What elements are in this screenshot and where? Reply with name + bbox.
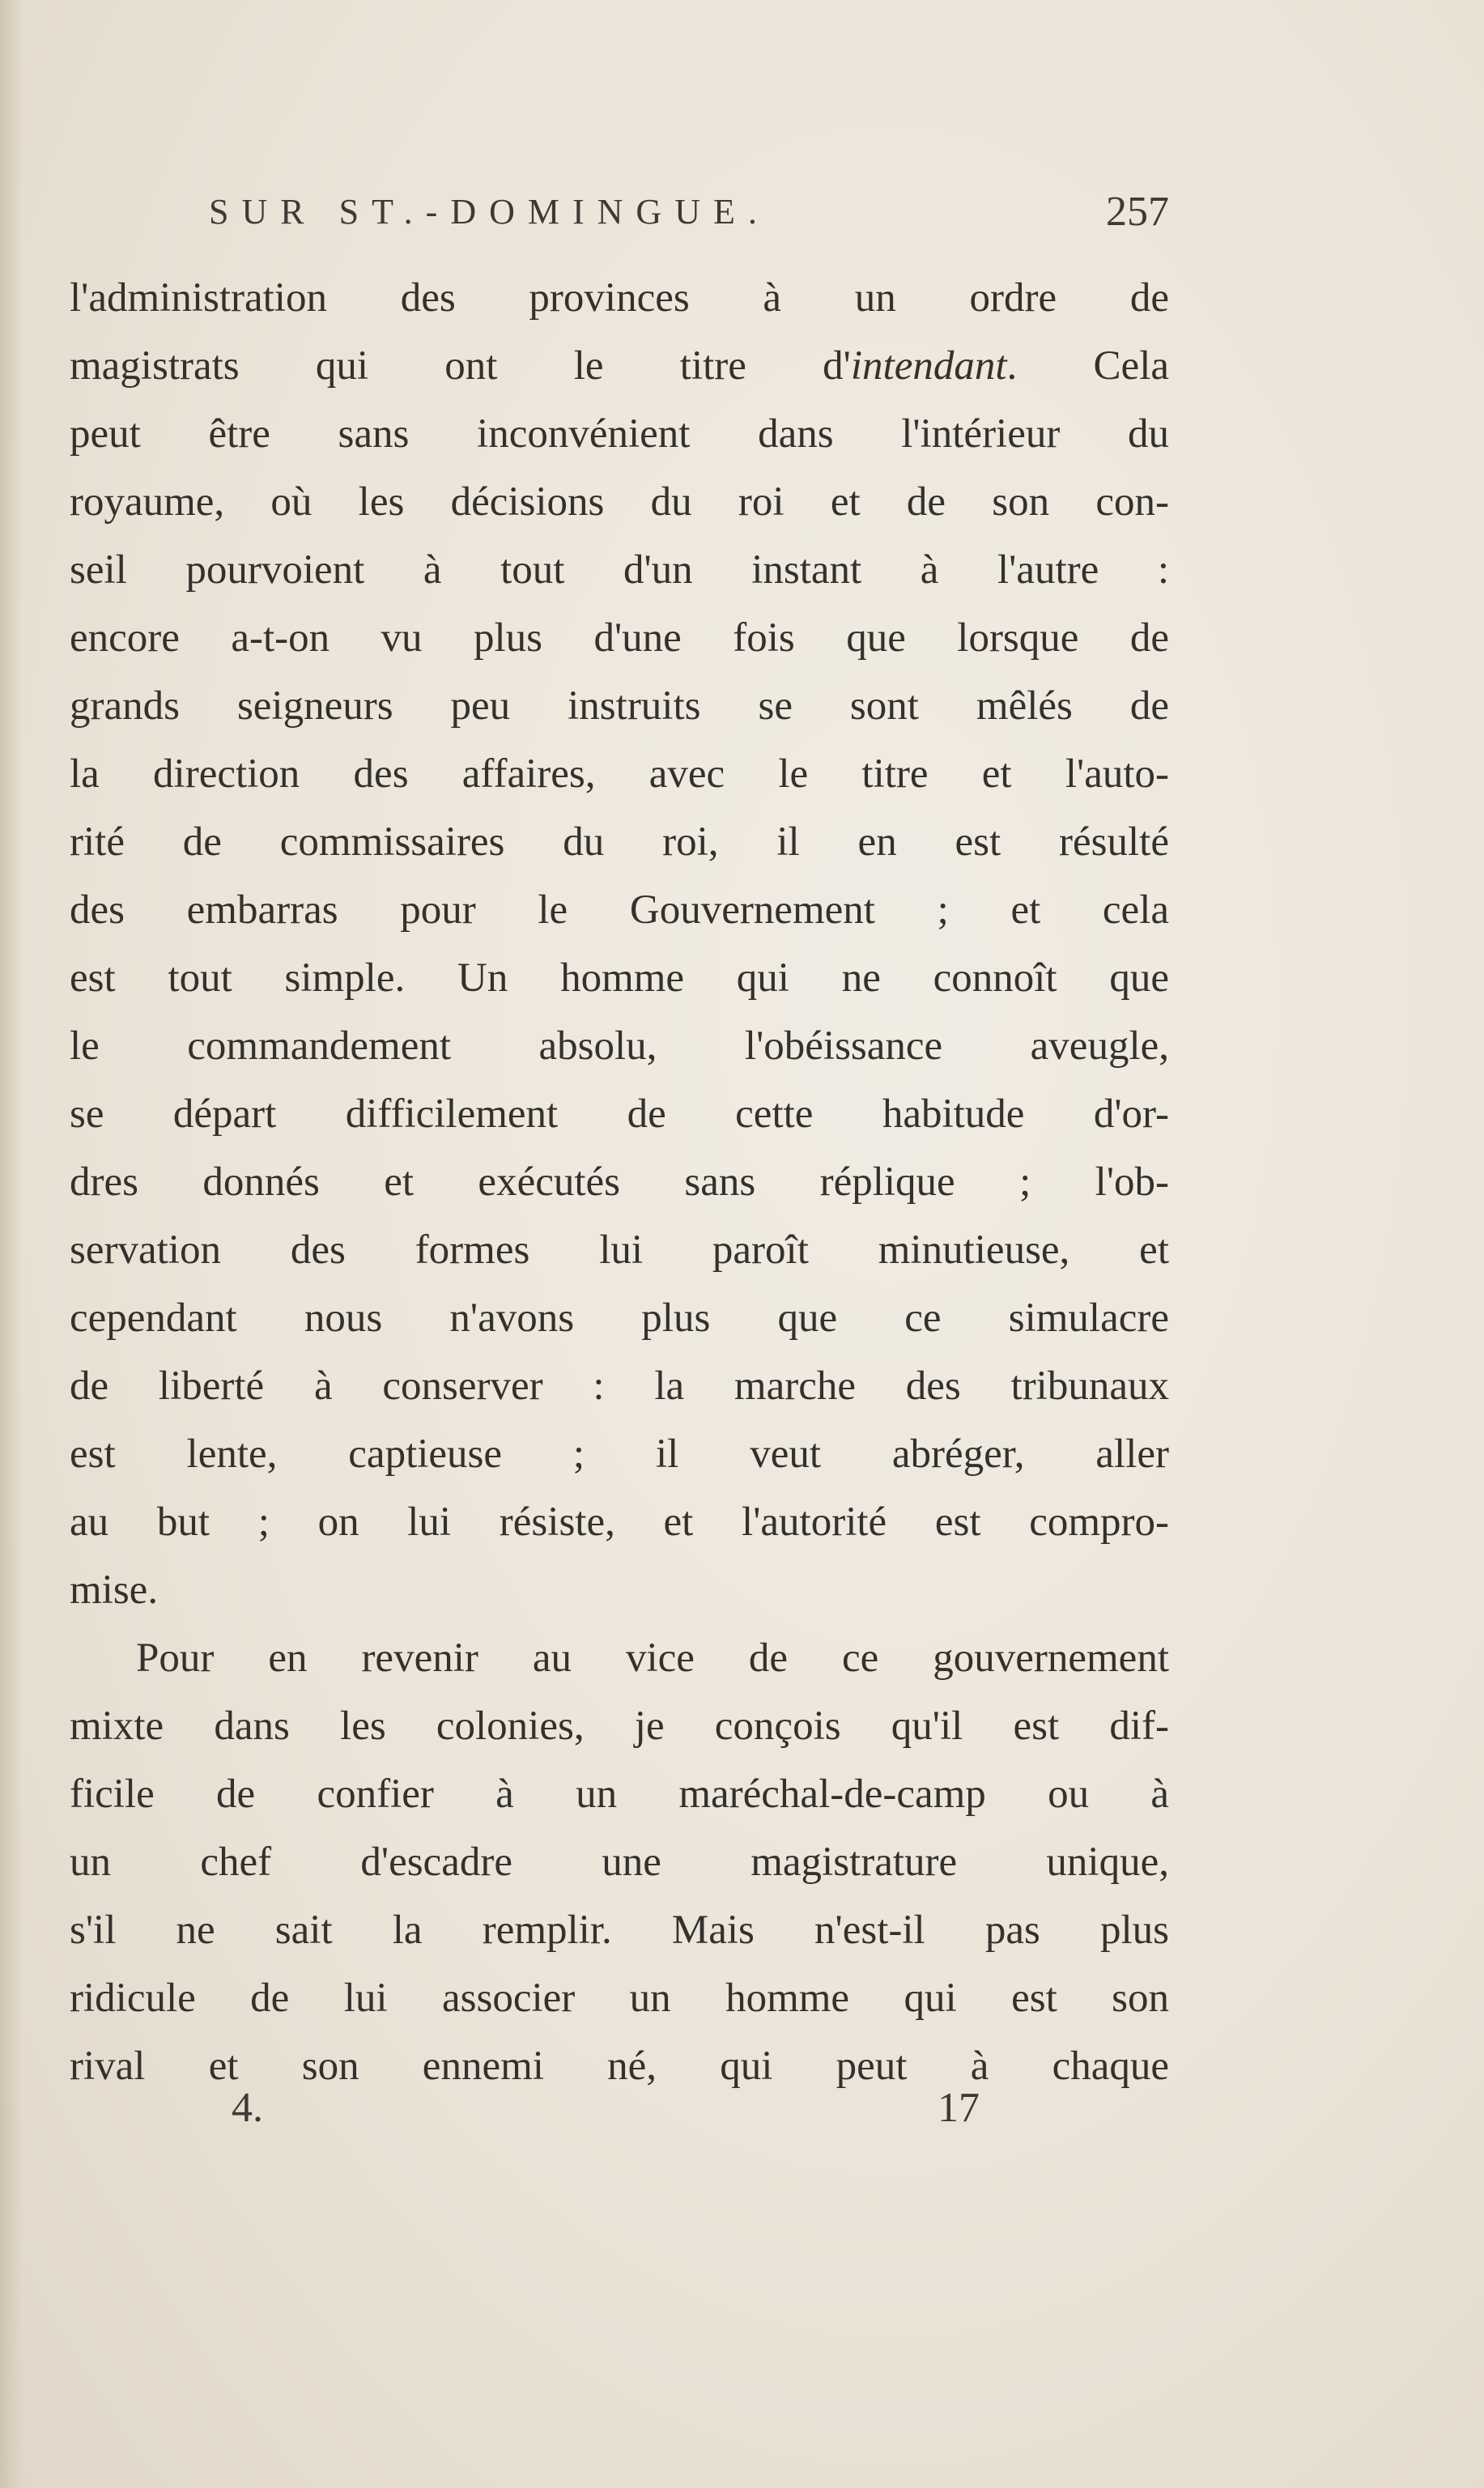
page-footer — [232, 2084, 1009, 2141]
spine-shadow — [0, 0, 23, 2488]
text-line: magistrats qui ont le titre d'intendant. Cela — [70, 343, 1169, 389]
text-line: ficile de confier à un maréchal-de-camp ou à — [70, 1771, 1169, 1817]
text-line: la direction des affaires, avec le titre et l'auto- — [70, 751, 1169, 797]
text-line: royaume, où les décisions du roi et de son con- — [70, 479, 1169, 525]
text-line: l'administration des provinces à un ordre de — [70, 275, 1169, 321]
text-line: s'il ne sait la remplir. Mais n'est-il pas plus — [70, 1907, 1169, 1953]
signature-number: 17 — [938, 2085, 980, 2131]
text-line: cependant nous n'avons plus que ce simulacre — [70, 1295, 1169, 1341]
text-line: des embarras pour le Gouvernement ; et cela — [70, 887, 1169, 933]
text-line: est lente, captieuse ; il veut abréger, aller — [70, 1431, 1169, 1477]
text-line: servation des formes lui paroît minutieuse, et — [70, 1227, 1169, 1273]
running-head: SUR ST.-DOMINGUE. — [209, 192, 770, 232]
text-line: seil pourvoient à tout d'un instant à l'autre : — [70, 547, 1169, 593]
emphasis-text: intendant — [850, 343, 1007, 389]
text-line: rival et son ennemi né, qui peut à chaque — [70, 2044, 1169, 2089]
text-line: peut être sans inconvénient dans l'intérieur du — [70, 411, 1169, 457]
text-line: encore a-t-on vu plus d'une fois que lorsque de — [70, 615, 1169, 661]
text-line: un chef d'escadre une magistrature unique, — [70, 1839, 1169, 1885]
text-line: au but ; on lui résiste, et l'autorité est compro- — [70, 1499, 1169, 1545]
text-line: mise. — [70, 1567, 159, 1613]
text-line: ridicule de lui associer un homme qui est son — [70, 1976, 1169, 2021]
text-line: Pour en revenir au vice de ce gouvernement — [136, 1635, 1169, 1681]
text-line: est tout simple. Un homme qui ne connoît que — [70, 955, 1169, 1001]
text-line: grands seigneurs peu instruits se sont mêlés de — [70, 683, 1169, 729]
body-text — [70, 264, 1169, 2100]
text-line: mixte dans les colonies, je conçois qu'il est dif- — [70, 1703, 1169, 1749]
signature-mark: 4. — [232, 2085, 263, 2131]
text-line: se départ difficilement de cette habitude d'or- — [70, 1091, 1169, 1137]
text-line: rité de commissaires du roi, il en est résulté — [70, 819, 1169, 865]
text-line: dres donnés et exécutés sans réplique ; l'ob- — [70, 1159, 1169, 1205]
page-number: 257 — [1106, 189, 1169, 235]
text-line: le commandement absolu, l'obéissance aveugle, — [70, 1023, 1169, 1069]
page-header — [209, 188, 1169, 241]
text-line: de liberté à conserver : la marche des tribunaux — [70, 1363, 1169, 1409]
